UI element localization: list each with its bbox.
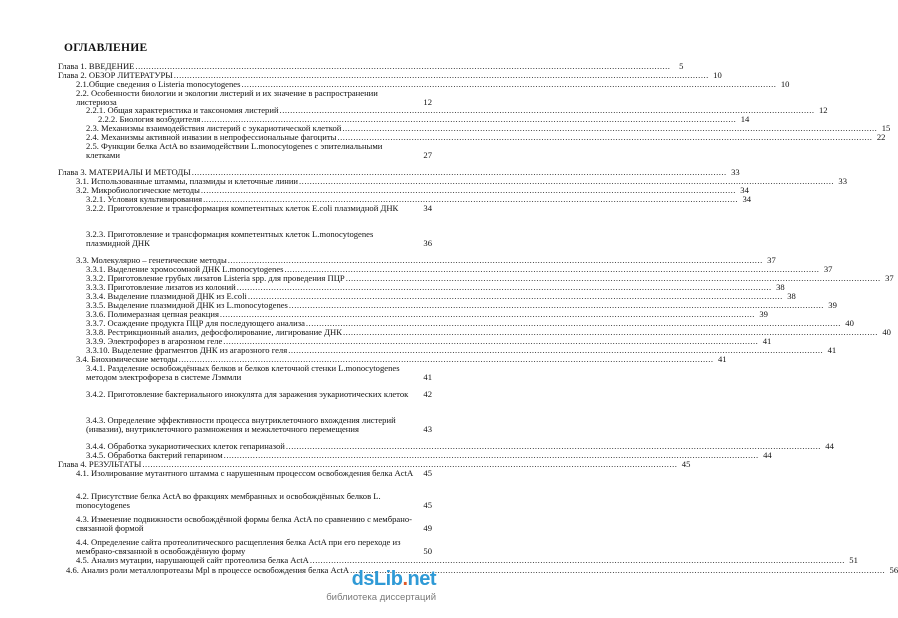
toc-entry-title: 4.6. Анализ роли металлопротеазы Mpl в процессе освобождения белка ActA [66, 565, 350, 575]
toc-entry-title: 3.3.9. Электрофорез в агарозном геле [86, 336, 223, 346]
toc-entry [86, 364, 432, 382]
toc-entry-title: 2.2. Особенности биологии и экологии листерий и их значение в распространении листериоза [76, 88, 378, 107]
toc-entry-page: 36 [423, 238, 432, 248]
toc-entry-title: 3.3.2. Приготовление грубых лизатов Listeria spp. для проведения ПЦР [86, 273, 345, 283]
toc-entry-page: 22 [876, 132, 886, 142]
toc-entry-page: 45 [423, 500, 432, 510]
toc-entry-page: 38 [787, 291, 796, 301]
toc-entry-title: 3.3.3. Приготовление лизатов из колоний [86, 282, 236, 292]
toc-entry-page: 42 [423, 389, 432, 399]
toc-entry-page: 43 [423, 424, 432, 434]
toc-entry-title: Глава 4. РЕЗУЛЬТАТЫ [58, 459, 142, 469]
toc-entry-page: 33 [731, 167, 740, 177]
toc-entry-title: Глава 3. МАТЕРИАЛЫ И МЕТОДЫ [58, 167, 191, 177]
toc-entry-page: 27 [423, 150, 432, 160]
logo-dot: . [402, 568, 408, 590]
toc-entry [86, 142, 432, 160]
toc-entry-page: 12 [423, 97, 432, 107]
toc-entry-page: 12 [818, 105, 828, 115]
toc-entry [86, 204, 432, 213]
toc-entry-page: 40 [845, 318, 854, 328]
toc-heading: ОГЛАВЛЕНИЕ [64, 42, 148, 54]
dslib-watermark [316, 568, 436, 608]
toc-entry-title: 4.5. Анализ мутации, нарушающей сайт протеолиза белка ActA [76, 555, 309, 565]
toc-entry-page: 45 [681, 459, 691, 469]
watermark-subtitle: библиотека диссертаций [326, 592, 436, 603]
toc-entry-title: 4.4. Определение сайта протеолитического расщепления белка ActA при его переходе из мембрано-связанной в освобождённую форму [76, 537, 401, 556]
toc-entry-page: 40 [882, 327, 891, 337]
toc-entry-title: 3.2.1. Условия культивирования [86, 194, 203, 204]
toc-entry-title: 3.1. Использованные штаммы, плазмиды и клеточные линии [76, 176, 299, 186]
toc-entry-page: 14 [740, 114, 750, 124]
toc-entry-title: 3.2.2. Приготовление и трансформация компетентных клеток E.coli плазмидной ДНК [86, 203, 399, 213]
toc-entry-page: 10 [713, 70, 722, 80]
toc-entry-page: 34 [740, 185, 749, 195]
toc-entry-title: 3.2.3. Приготовление и трансформация компетентных клеток L.monocytogenes плазмидной ДНК [86, 229, 374, 248]
toc-entry-title: 4.3. Изменение подвижности освобождённой формы белка ActA по сравнению с мембрано-связанной формой [76, 514, 412, 533]
toc-entry-title: 3.3.5. Выделение плазмидной ДНК из L.monocytogenes [86, 300, 288, 310]
toc-entry-title: 3.4.1. Разделение освобождённых белков и белков клеточной стенки L.monocytogenes методом электрофореза в системе Лэммли [86, 363, 400, 382]
toc-entry-title: 4.2. Присутствие белка ActA во фракциях мембранных и освобождённых белков L. monocytogenes [76, 491, 381, 510]
toc-entry-title: 3.4.4. Обработка эукариотических клеток гепариназой [86, 441, 285, 451]
toc-entry-page: 41 [717, 354, 727, 364]
toc-entry-page: 15 [881, 123, 891, 133]
toc-entry-title: Глава 2. ОБЗОР ЛИТЕРАТУРЫ [58, 70, 173, 80]
logo-text-a: dsLib [351, 568, 403, 590]
toc-entry-title: 3.3.7. Осаждение продукта ПЦР для последующего анализа [86, 318, 305, 328]
toc-entry-page: 41 [762, 336, 772, 346]
toc-entry-page: 41 [827, 345, 837, 355]
toc-entry-title: 2.3. Механизмы взаимодействия листерий с эукариотической клеткой [86, 123, 342, 133]
toc-entry-page: 49 [423, 523, 432, 533]
toc-entry-page: 33 [838, 176, 847, 186]
toc-entry [76, 469, 432, 478]
toc-entry-page: 34 [742, 194, 752, 204]
toc-entry-page: 37 [767, 255, 776, 265]
toc-entry [86, 390, 432, 399]
toc-entry [86, 416, 432, 434]
toc-entry-page: 39 [828, 300, 837, 310]
toc-entry [76, 538, 432, 556]
toc-entry-title: 4.1. Изолирование мутантного штамма с нарушенным процессом освобождения белка ActA [76, 468, 414, 478]
toc-entry-title: 3.3.10. Выделение фрагментов ДНК из агарозного геля [86, 345, 288, 355]
toc-entry [76, 555, 858, 565]
toc-entry-page: 41 [423, 372, 432, 382]
toc-entry-page: 56 [889, 565, 898, 575]
toc-entry-page: 45 [423, 468, 432, 478]
toc-entry-title: 3.3.4. Выделение плазмидной ДНК из E.coli [86, 291, 247, 301]
toc-entry-page: 51 [849, 555, 858, 565]
toc-entry [76, 492, 432, 510]
toc-entry-title: 2.5. Функции белка ActA во взаимодействии L.monocytogenes с эпителиальными клетками [86, 141, 383, 160]
toc-entry [76, 515, 432, 533]
logo-text-b: net [407, 568, 436, 590]
toc-entry [86, 230, 432, 248]
toc-entry-page: 34 [423, 203, 432, 213]
toc-entry-page: 44 [763, 450, 772, 460]
toc-entry-title: 3.3.8. Рестрикционный анализ, дефосфолирование, лигирование ДНК [86, 327, 342, 337]
toc-entry-title: 3.4.3. Определение эффективности процесса внутриклеточного вхождения листерий (инвазии), внутриклеточного размножения и межклеточного перемещения [86, 415, 396, 434]
toc-entry-title: 2.4. Механизмы активной инвазии в непрофессиональные фагоциты [86, 132, 337, 142]
toc-entry-title: Глава 1. ВВЕДЕНИЕ [58, 61, 135, 71]
toc-entry-page: 44 [825, 441, 834, 451]
toc-entry-title: 3.4.5. Обработка бактерий гепарином [86, 450, 223, 460]
toc-entry-page: 50 [423, 546, 432, 556]
toc-entry-title: 2.2.1. Общая характеристика и таксономия листерий [86, 105, 279, 115]
toc-entry-title: 2.2.2. Биология возбудителя [98, 114, 201, 124]
dslib-logo [352, 568, 436, 591]
toc-entry-leader [337, 133, 872, 142]
toc-entry-title: 3.3. Молекулярно – генетические методы [76, 255, 227, 265]
toc-entry-title: 3.4.2. Приготовление бактериального инокулята для заражения эукариотических клеток [86, 389, 409, 399]
toc-entry-page: 10 [780, 79, 790, 89]
toc-entry-page: 37 [823, 264, 833, 274]
toc-entry-title: 3.2. Микробиологические методы [76, 185, 200, 195]
toc-entry-title: 2.1.Общие сведения о Listeria monocytogenes [76, 79, 241, 89]
toc-entry-title: 3.3.6. Полимеразная цепная реакция [86, 309, 219, 319]
toc-entry-page: 38 [776, 282, 785, 292]
toc-entry-title: 3.3.1. Выделение хромосомной ДНК L.monocytogenes [86, 264, 284, 274]
toc-entry-page: 39 [759, 309, 768, 319]
toc-entry-page: 5 [679, 61, 684, 71]
toc-entry-page: 37 [885, 273, 894, 283]
toc-entry-title: 3.4. Биохимические методы [76, 354, 178, 364]
toc-entry-leader [310, 556, 845, 565]
